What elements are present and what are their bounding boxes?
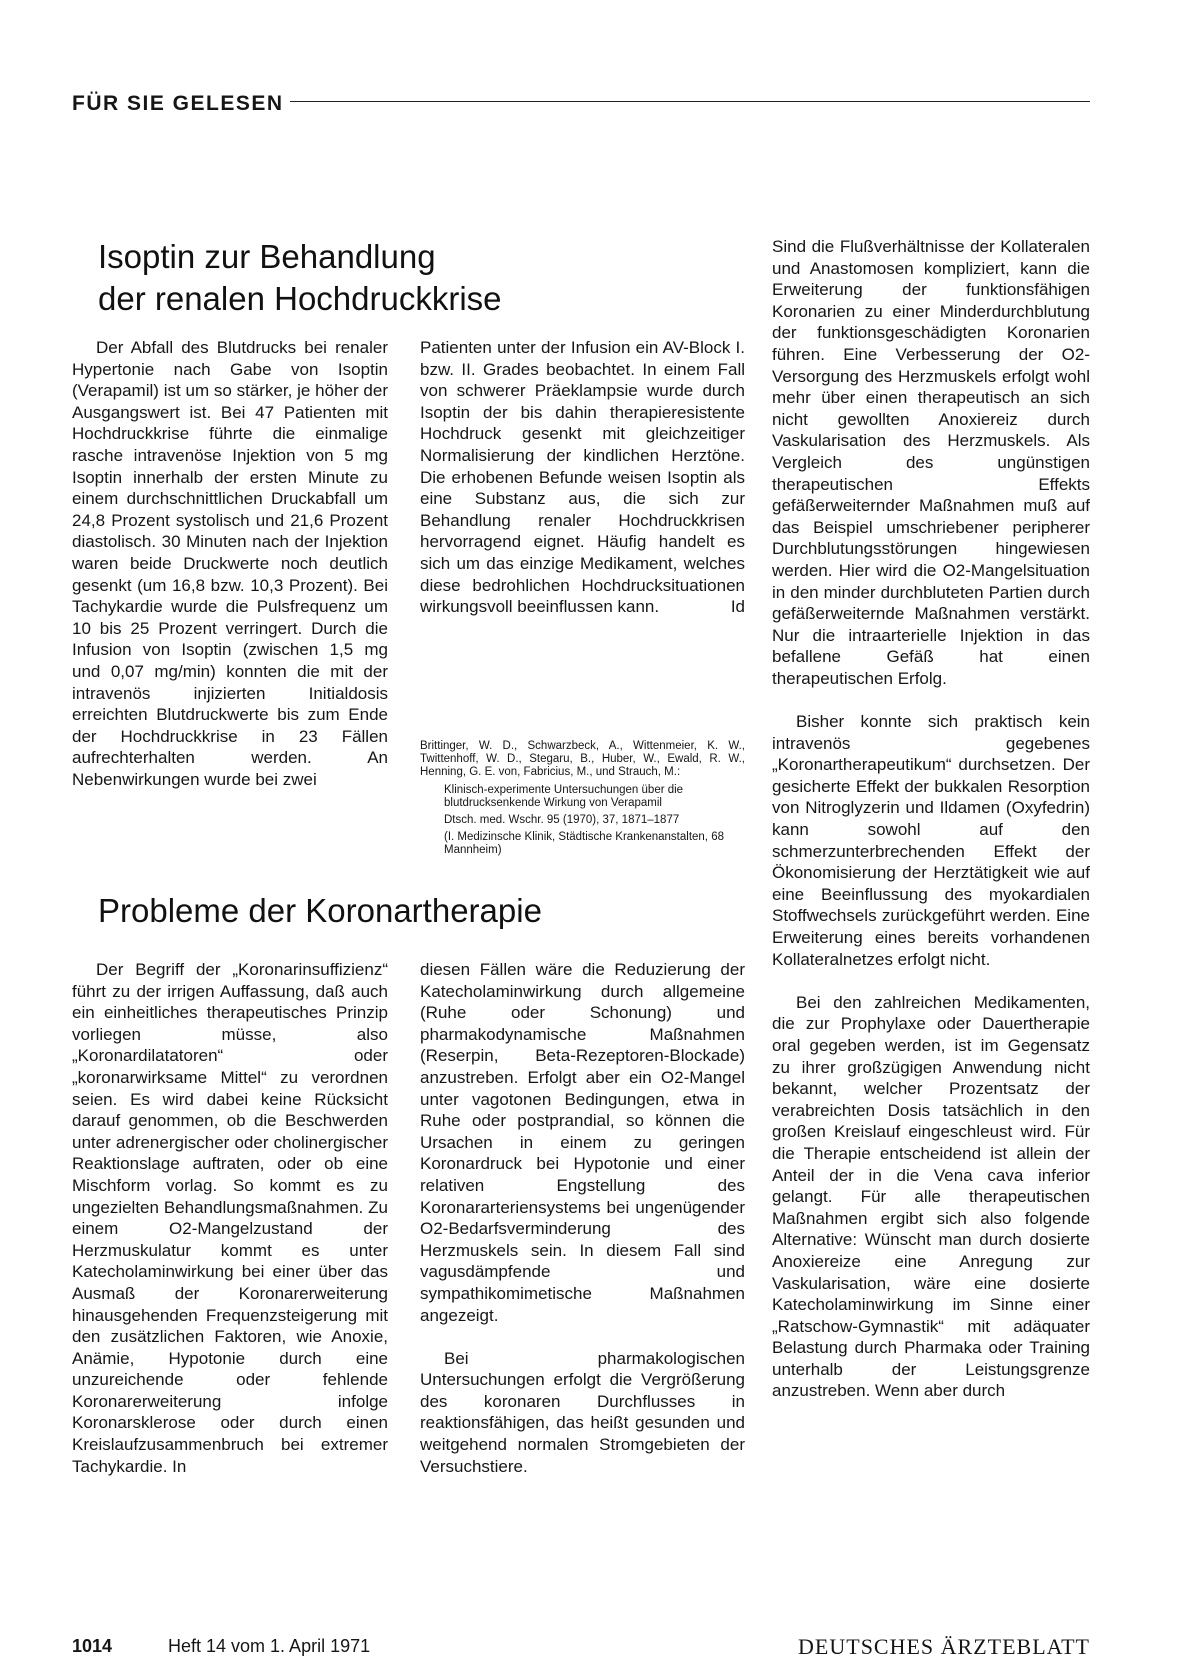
article2-paragraph-continued: diesen Fällen wäre die Reduzierung der Katecholaminwirkung durch allgemeine (Ruhe oder Schonung) und pharmakodynamische Maßnahmen (Reserpin, Beta-Rezeptoren-Blockade) anzustreben. Erfolgt aber ein O2-Mangel unter vagotonen Bedingungen, etwa in Ruhe oder postprandial, so können die Ursachen in einem zu geringen Koronardruck bei Hypotonie und einer relativen Engstellung des Koronararteriensystems bei ungenügender O2-Bedarfsverminderung des Herzmuskels sein. In diesem Fall sind vagusdämpfende und sympathikomimetische Maßnahmen angezeigt. — [420, 960, 745, 1325]
page-footer — [72, 1636, 1090, 1666]
article2-title: Probleme der Koronartherapie — [98, 892, 542, 929]
article1-column-2 — [420, 337, 745, 618]
article1-title-line1: Isoptin zur Behandlung — [98, 238, 436, 275]
article2-paragraph: Bisher konnte sich praktisch kein intravenös gegebenes „Koronartherapeutikum“ durchsetzen. Der gesicherte Effekt der bukkalen Resorption von Nitroglyzerin und Ildamen (Oxyfedrin) kann sowohl auf den schmerzunterbrechenden Effekt der Ökonomisierung der Herztätigkeit wie auf eine Beeinflussung des myokardialen Stoffwechsels zurückgeführt werden. Eine Erweiterung eines bereits vorhandenen Kollateralnetzes erfolgt nicht. — [772, 712, 1090, 969]
section-header — [72, 92, 1090, 122]
article1-column-1 — [72, 337, 388, 790]
page-number: 1014 — [72, 1636, 113, 1656]
article1-paragraph-text: Patienten unter der Infusion ein AV-Block I. bzw. II. Grades beobachtet. In einem Fall von schwerer Präeklampsie wurde durch Isoptin der bis dahin therapieresistente Hochdruck gesenkt mit gleichzeitiger Normalisierung der kindlichen Herztöne. Die erhobenen Befunde weisen Isoptin als eine Substanz aus, die sich zur Behandlung renaler Hochdruckkrisen hervorragend eignet. Häufig handelt es sich um das einzige Medikament, welches diese bedrohlichen Hochdrucksituationen wirkungsvoll beeinflussen kann. — [420, 338, 745, 617]
reference-affiliation: (I. Medizinsche Klinik, Städtische Krankenanstalten, 68 Mannheim) — [444, 831, 724, 857]
article2-paragraph-continued: Sind die Flußverhältnisse der Kollateralen und Anastomosen kompliziert, kann die Erweiterung der funktionsfähigen Koronarien zu einer Minderdurchblutung der funktionsgeschädigten Koronarien führen. Eine Verbesserung der O2-Versorgung des Herzmuskels erfolgt wohl mehr über einen therapeutisch an sich nicht gewollten Anoxiereiz durch Vaskularisation des Herzmuskels. Als Vergleich des ungünstigen therapeutischen Effekts gefäßerweiternder Maßnahmen muß auf das Beispiel umschriebener peripherer Durchblutungsstörungen hingewiesen werden. Hier wird die O2-Mangelsituation in den minder durchbluteten Partien durch gefäßerweiternde Maßnahmen verstärkt. Nur die intraarterielle Injektion in das befallene Gefäß hat einen therapeutischen Erfolg. — [772, 237, 1090, 688]
reference-title: Klinisch-experimente Untersuchungen über die blutdrucksenkende Wirkung von Verapamil — [444, 783, 684, 809]
article2-paragraph: Bei den zahlreichen Medikamenten, die zur Prophylaxe oder Dauertherapie oral gegeben werden, ist im Gegensatz zu ihrer großzügigen Anwendung nicht bekannt, welcher Prozentsatz der verabreichten Dosis tatsächlich in den großen Kreislauf eingeschleust wird. Für die Therapie entscheidend ist allein der Anteil der in die Vena cava inferior gelangt. Für alle therapeutischen Maßnahmen ergibt sich also folgende Alternative: Wünscht man durch dosierte Anoxiereize eine Anregung zur Vaskularisation, wäre eine dosierte Katecholaminwirkung im Sinne einer „Ratschow-Gymnastik“ mit adäquater Belastung durch Pharmaka oder Training unterhalb der Leistungsgrenze anzustreben. Wenn aber durch — [772, 992, 1090, 1401]
article1-paragraph-continued — [420, 337, 745, 618]
article1-paragraph: Der Abfall des Blutdrucks bei renaler Hypertonie nach Gabe von Isoptin (Verapamil) ist um so stärker, je höher der Ausgangswert ist. Bei 47 Patienten mit Hochdruckkrise führte die einmalige rasche intravenöse Injektion von 5 mg Isoptin innerhalb der ersten Minute zu einem durchschnittlichen Druckabfall um 24,8 Prozent systolisch und 21,6 Prozent diastolisch. 30 Minuten nach der Injektion waren beide Druckwerte noch deutlich gesenkt (um 16,8 bzw. 10,3 Prozent). Bei Tachykardie wurde die Pulsfrequenz um 10 bis 25 Prozent verringert. Durch die Infusion von Isoptin (zwischen 1,5 mg und 0,07 mg/min) konnten die mit der intravenös injizierten Initialdosis erreichten Blutdruckwerte bis zum Ende der Hochdruckkrise in 23 Fällen aufrechterhalten werden. An Nebenwirkungen wurde bei zwei — [72, 338, 388, 789]
article1-reference — [420, 740, 745, 858]
author-initials: Id — [730, 597, 745, 617]
issue-info: Heft 14 vom 1. April 1971 — [168, 1636, 371, 1656]
article2-column-3 — [772, 236, 1090, 1402]
article2-paragraph: Der Begriff der „Koronarinsuffizienz“ führt zu der irrigen Auffassung, daß auch ein einheitliches therapeutisches Prinzip vorliegen müsse, also „Koronardilatatoren“ oder „koronarwirksame Mittel“ zu verordnen seien. Es wird dabei keine Rücksicht darauf genommen, ob die Beschwerden unter adrenergischer oder cholinergischer Reaktionslage auftraten, oder ob eine Mischform vorlag. So kommt es zu ungezielten Behandlungsmaßnahmen. Zu einem O2-Mangelzustand der Herzmuskulatur kommt es unter Katecholaminwirkung bei einer über das Ausmaß der Koronarerweiterung hinausgehenden Frequenzsteigerung mit den zusätzlichen Faktoren, wie Anoxie, Anämie, Hypotonie durch eine unzureichende oder fehlende Koronarerweiterung infolge Koronarsklerose oder durch einen Kreislaufzusammenbruch bei extremer Tachykardie. In — [72, 960, 388, 1476]
article2-column-1 — [72, 959, 388, 1477]
reference-authors: Brittinger, W. D., Schwarzbeck, A., Wittenmeier, K. W., Twittenhoff, W. D., Stegaru, B., Huber, W., Ewald, R. W., Henning, G. E. von, Fabricius, M., und Strauch, M.: — [420, 740, 745, 779]
article2-column-2 — [420, 959, 745, 1477]
reference-journal: Dtsch. med. Wschr. 95 (1970), 37, 1871–1877 — [444, 814, 680, 827]
section-title: FÜR SIE GELESEN — [72, 92, 290, 116]
article2-paragraph: Bei pharmakologischen Untersuchungen erfolgt die Vergrößerung des koronaren Durchflusses in reaktionsfähigen, das heißt gesunden und weitgehend normalen Stromgebieten der Versuchstiere. — [420, 1348, 745, 1476]
article1-title — [98, 236, 502, 320]
article1-title-line2: der renalen Hochdruckkrise — [98, 280, 502, 317]
journal-name: DEUTSCHES ÄRZTEBLATT — [798, 1634, 1090, 1659]
